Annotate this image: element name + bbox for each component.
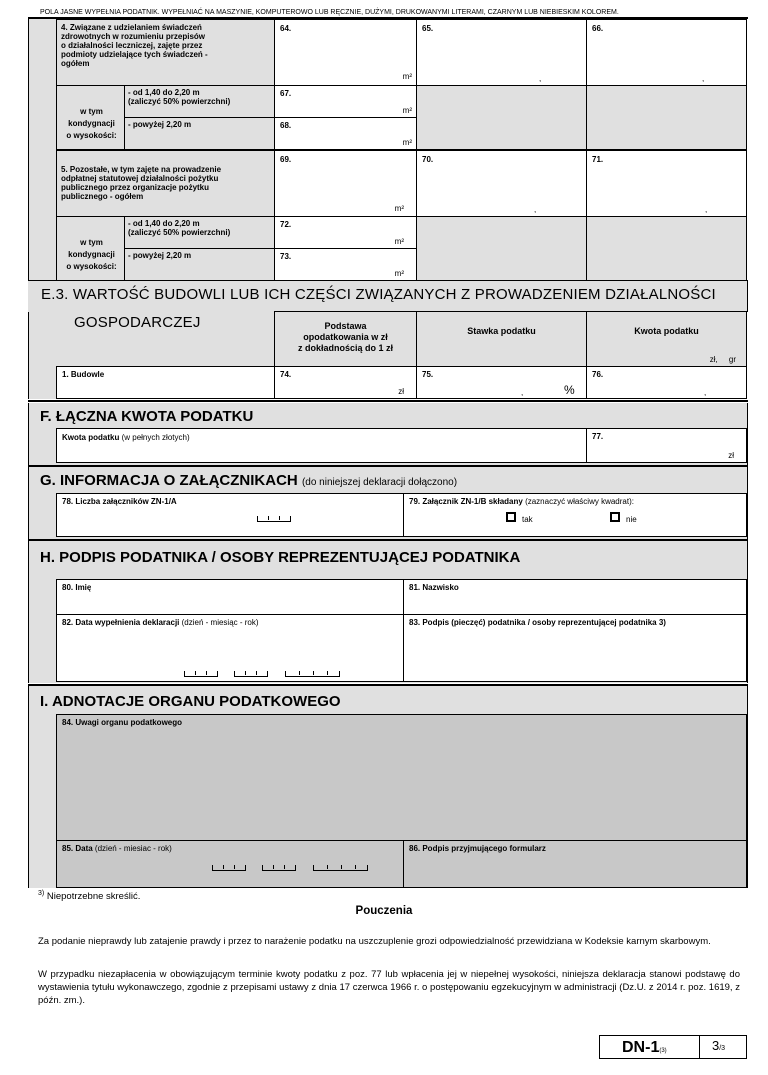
field-66-label: 66. <box>592 24 604 33</box>
comb-year <box>285 671 340 677</box>
field-67-label: 67. <box>280 89 292 98</box>
field-86-label: 86. Podpis przyjmującego formularz <box>409 844 546 853</box>
field-83-label: 83. Podpis (pieczęć) podatnika / osoby reprezentującej podatnika 3) <box>409 618 666 627</box>
field-76-label: 76. <box>592 370 604 379</box>
field-81-label: 81. Nazwisko <box>409 583 459 592</box>
field-85 <box>56 840 404 888</box>
comb-attachments <box>257 516 291 522</box>
row4-label: 4. Związane z udzielaniem świadczeń zdrowotnych w rozumieniu przepisów o działalności leczniczej, zajęte przez podmioty udzielające tych świadczeń - ogółem <box>61 23 208 68</box>
field-81[interactable] <box>403 579 747 615</box>
section-f-title: F. ŁĄCZNA KWOTA PODATKU <box>40 408 254 425</box>
row5-height-1 <box>124 216 275 249</box>
height-range-label: - powyżej 2,20 m <box>128 120 192 129</box>
field-64-label: 64. <box>280 24 292 33</box>
row-buildings-label: 1. Budowle <box>62 370 105 379</box>
field-83[interactable] <box>403 614 747 682</box>
height-range-label: - od 1,40 do 2,20 m (zaliczyć 50% powierzchni) <box>128 88 231 106</box>
field-86 <box>403 840 747 888</box>
field-75[interactable] <box>416 366 587 399</box>
unit-m2: m² <box>402 106 412 115</box>
unit-m2: m² <box>402 72 412 81</box>
field-74-label: 74. <box>280 370 292 379</box>
decimal-comma: , <box>705 205 708 214</box>
col-amount-header <box>586 311 747 367</box>
checkbox-yes-label: tak <box>522 515 533 524</box>
field-65[interactable] <box>416 19 587 86</box>
row5-sub-label-cell <box>56 216 125 281</box>
col-rate-label: Stawka podatku <box>467 326 536 336</box>
comb-day <box>212 865 246 871</box>
comb-month <box>262 865 296 871</box>
checkbox-no[interactable] <box>610 512 620 522</box>
field-84-label: 84. Uwagi organu podatkowego <box>62 718 183 727</box>
row4-height-1 <box>124 85 275 118</box>
comb-month <box>234 671 268 677</box>
field-82[interactable] <box>56 614 404 682</box>
unit-m2: m² <box>394 237 404 246</box>
col-amount-label: Kwota podatku <box>634 326 699 336</box>
row4-sub-label-cell <box>56 85 125 150</box>
field-78[interactable] <box>56 493 404 537</box>
section-e3-title-2: GOSPODARCZEJ <box>74 314 201 331</box>
floors-label: w tym kondygnacji o wysokości: <box>66 238 117 271</box>
field-76[interactable] <box>586 366 747 399</box>
field-84 <box>56 714 747 841</box>
field-77-label: 77. <box>592 432 604 441</box>
field-79[interactable] <box>403 493 747 537</box>
page-number: 3/3 <box>712 1038 726 1053</box>
field-68[interactable] <box>274 117 417 150</box>
field-69-label: 69. <box>280 155 292 164</box>
field-85-label: 85. Data (dzień - miesiac - rok) <box>62 844 172 853</box>
disabled-cell <box>586 216 747 281</box>
row5-label: 5. Pozostałe, w tym zajęte na prowadzenie odpłatnej statutowej działalności pożytku publicznego przez organizacje pożytku publicznego - ogółem <box>61 165 222 201</box>
footnote: $^{3)}$ Niepotrzebne skreślić. <box>38 890 141 903</box>
row5-label-cell <box>56 150 275 217</box>
field-72[interactable] <box>274 216 417 249</box>
col-rate-header <box>416 311 587 367</box>
field-79-label: 79. Załącznik ZN-1/B składany (zaznaczyć właściwy kwadrat): <box>409 497 634 506</box>
field-73-label: 73. <box>280 252 292 261</box>
col-tax-base-label: Podstawa opodatkowania w zł z dokładnością do 1 zł <box>297 321 394 353</box>
row4-label-cell <box>56 19 275 86</box>
height-range-label: - powyżej 2,20 m <box>128 251 192 260</box>
field-82-label: 82. Data wypełnienia deklaracji (dzień - miesiąc - rok) <box>62 618 259 627</box>
instructions-title: Pouczenia <box>355 905 413 917</box>
field-75-label: 75. <box>422 370 434 379</box>
field-64[interactable] <box>274 19 417 86</box>
checkbox-no-label: nie <box>626 515 637 524</box>
instructions-paragraph-1: Za podanie nieprawdy lub zatajenie prawdy i przez to narażenie podatku na uszczuplenie grozi odpowiedzialność przewidziana w Kodeksie karnym skarbowym. <box>38 936 711 947</box>
field-67[interactable] <box>274 85 417 118</box>
header-notice: POLA JASNE WYPEŁNIA PODATNIK. WYPEŁNIAĆ NA MASZYNIE, KOMPUTEROWO LUB RĘCZNIE, DUŻYMI, DRUKOWANYMI LITERAMI, CZARNYM LUB NIEBIESKIM KOLOREM. <box>40 9 619 16</box>
section-g-title: G. INFORMACJA O ZAŁĄCZNIKACH (do niniejszej deklaracji dołączono) <box>40 472 458 489</box>
floors-label: w tym kondygnacji o wysokości: <box>66 107 117 140</box>
checkbox-yes[interactable] <box>506 512 516 522</box>
unit-m2: m² <box>394 269 404 278</box>
field-70[interactable] <box>416 150 587 217</box>
decimal-comma: , <box>521 388 524 397</box>
field-70-label: 70. <box>422 155 434 164</box>
unit-zl: zł <box>728 451 734 460</box>
field-66[interactable] <box>586 19 747 86</box>
field-72-label: 72. <box>280 220 292 229</box>
form-id-box <box>599 1035 747 1059</box>
field-71-label: 71. <box>592 155 604 164</box>
row-buildings <box>56 366 275 399</box>
field-78-label: 78. Liczba załączników ZN-1/A <box>62 497 177 506</box>
disabled-cell <box>416 216 587 281</box>
row5-height-2 <box>124 248 275 281</box>
row4-height-2 <box>124 117 275 150</box>
tax-total-label: Kwota podatku (w pełnych złotych) <box>62 433 190 442</box>
col-tax-base-header <box>274 311 417 367</box>
unit-m2: m² <box>402 138 412 147</box>
comb-year <box>313 865 368 871</box>
unit-m2: m² <box>394 204 404 213</box>
decimal-comma: , <box>702 74 705 83</box>
section-e3-title: E.3. WARTOŚĆ BUDOWLI LUB ICH CZĘŚCI ZWIĄZANYCH Z PROWADZENIEM DZIAŁALNOŚCI <box>41 286 716 303</box>
comb-day <box>184 671 218 677</box>
disabled-cell <box>586 85 747 150</box>
percent-sign: % <box>564 383 575 397</box>
decimal-comma: , <box>534 205 537 214</box>
unit-zl: zł <box>398 387 404 396</box>
section-h-title: H. PODPIS PODATNIKA / OSOBY REPREZENTUJĄCEJ PODATNIKA <box>40 549 521 566</box>
field-80[interactable] <box>56 579 404 615</box>
field-65-label: 65. <box>422 24 434 33</box>
field-73[interactable] <box>274 248 417 281</box>
field-68-label: 68. <box>280 121 292 130</box>
field-77[interactable] <box>586 428 747 463</box>
decimal-comma: , <box>704 388 707 397</box>
field-71[interactable] <box>586 150 747 217</box>
height-range-label: - od 1,40 do 2,20 m (zaliczyć 50% powierzchni) <box>128 219 231 237</box>
instructions-paragraph-2: W przypadku niezapłacenia w obowiązującym terminie kwoty podatku z poz. 77 lub wpłacenia jej w niepełnej wysokości, niniejsza deklaracja stanowi podstawę do wystawienia tytułu wykonawczego, zgodnie z przepisami ustawy z dnia 17 czerwca 1966 r. o postępowaniu egzekucyjnym w administracji (Dz.U. z 2014 r. poz. 1619, z późn. zm.). <box>38 969 740 1006</box>
disabled-cell <box>416 85 587 150</box>
col-amount-units: zł, gr <box>709 355 736 364</box>
section-i-title: I. ADNOTACJE ORGANU PODATKOWEGO <box>40 693 341 710</box>
form-name: DN-1(3) <box>622 1039 667 1056</box>
decimal-comma: , <box>539 74 542 83</box>
field-80-label: 80. Imię <box>62 583 92 592</box>
field-69[interactable] <box>274 150 417 217</box>
field-74[interactable] <box>274 366 417 399</box>
tax-total-label-cell <box>56 428 587 463</box>
